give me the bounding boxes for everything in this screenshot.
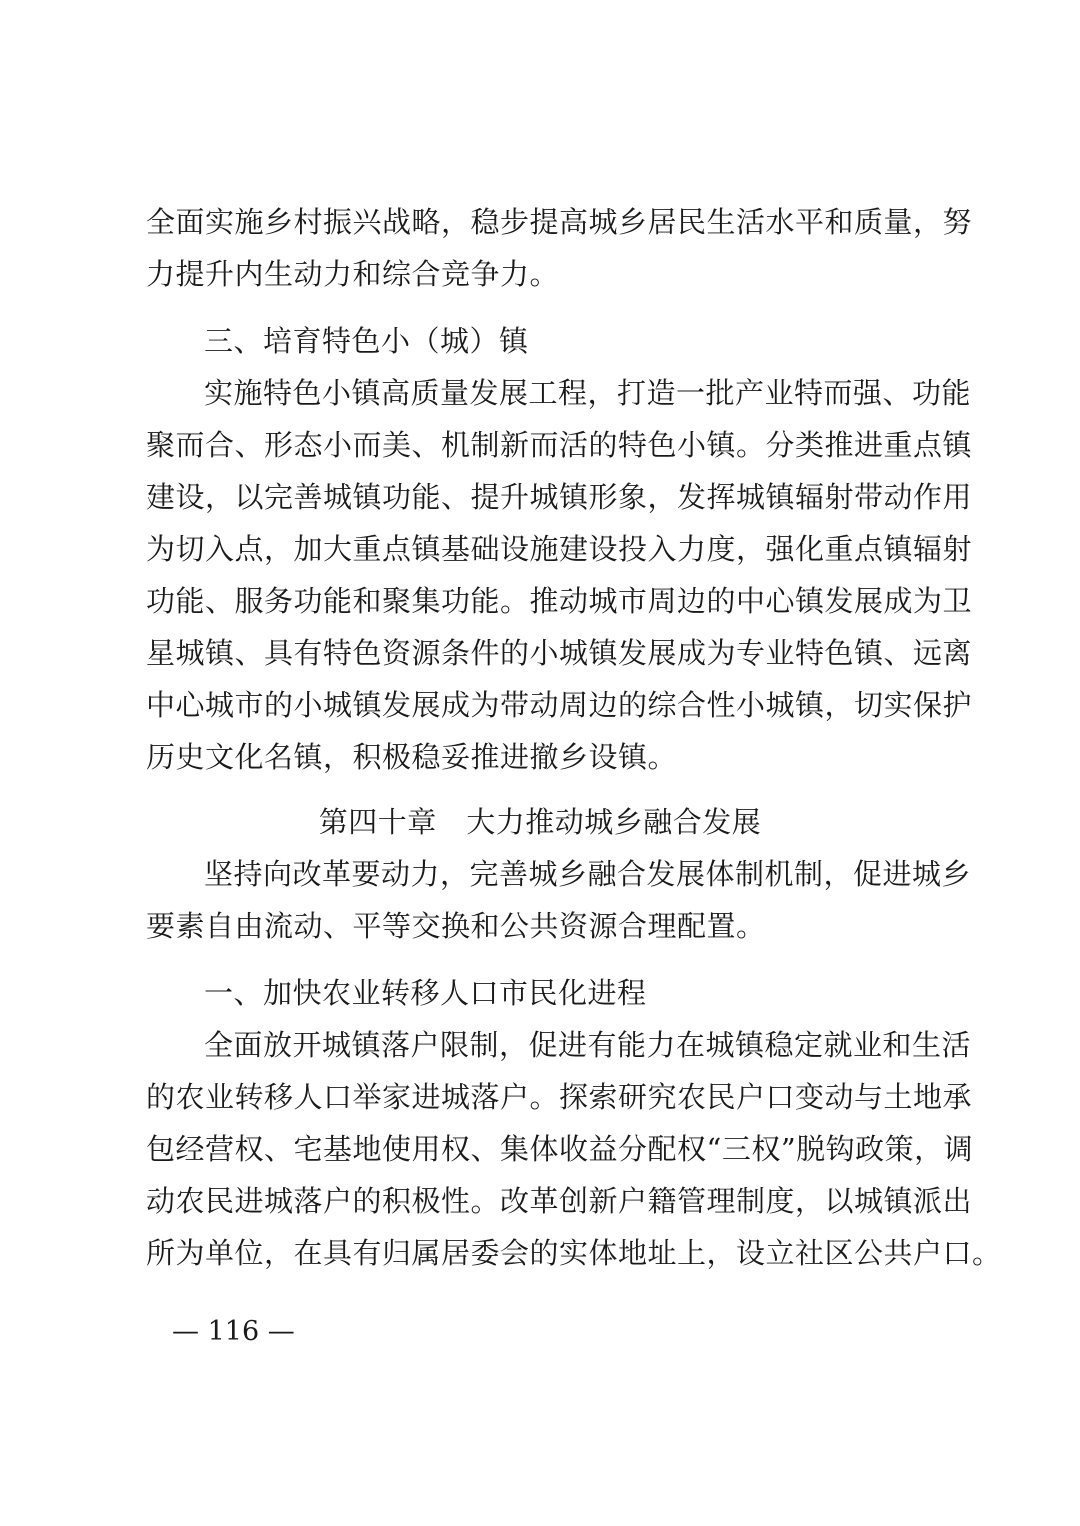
- chapter-title: 第四十章 大力推动城乡融合发展: [318, 805, 762, 839]
- paragraph-line: 的农业转移人口举家进城落户。探索研究农民户口变动与土地承: [146, 1080, 973, 1114]
- paragraph-line: 坚持向改革要动力，完善城乡融合发展体制机制，促进城乡: [204, 857, 972, 891]
- paragraph-line: 全面实施乡村振兴战略，稳步提高城乡居民生活水平和质量，努: [146, 205, 973, 239]
- paragraph-line: 包经营权、宅基地使用权、集体收益分配权“三权”脱钩政策，调: [146, 1132, 974, 1166]
- section-heading: 三、培育特色小（城）镇: [204, 324, 529, 358]
- paragraph-line: 历史文化名镇，积极稳妥推进撤乡设镇。: [146, 740, 678, 774]
- page-number: — 116 —: [172, 1316, 295, 1347]
- paragraph-line: 全面放开城镇落户限制，促进有能力在城镇稳定就业和生活: [204, 1028, 972, 1062]
- paragraph-line: 星城镇、具有特色资源条件的小城镇发展成为专业特色镇、远离: [146, 636, 973, 670]
- paragraph-line: 力提升内生动力和综合竞争力。: [146, 257, 560, 291]
- paragraph-line: 要素自由流动、平等交换和公共资源合理配置。: [146, 909, 766, 943]
- paragraph-line: 中心城市的小城镇发展成为带动周边的综合性小城镇，切实保护: [146, 688, 973, 722]
- paragraph-line: 所为单位，在具有归属居委会的实体地址上，设立社区公共户口。: [146, 1236, 1002, 1270]
- paragraph-line: 实施特色小镇高质量发展工程，打造一批产业特而强、功能: [204, 376, 972, 410]
- paragraph-line: 聚而合、形态小而美、机制新而活的特色小镇。分类推进重点镇: [146, 428, 973, 462]
- paragraph-line: 建设，以完善城镇功能、提升城镇形象，发挥城镇辐射带动作用: [146, 480, 973, 514]
- section-heading: 一、加快农业转移人口市民化进程: [204, 976, 647, 1010]
- paragraph-line: 动农民进城落户的积极性。改革创新户籍管理制度，以城镇派出: [146, 1184, 973, 1218]
- paragraph-line: 功能、服务功能和聚集功能。推动城市周边的中心镇发展成为卫: [146, 584, 973, 618]
- paragraph-line: 为切入点，加大重点镇基础设施建设投入力度，强化重点镇辐射: [146, 532, 973, 566]
